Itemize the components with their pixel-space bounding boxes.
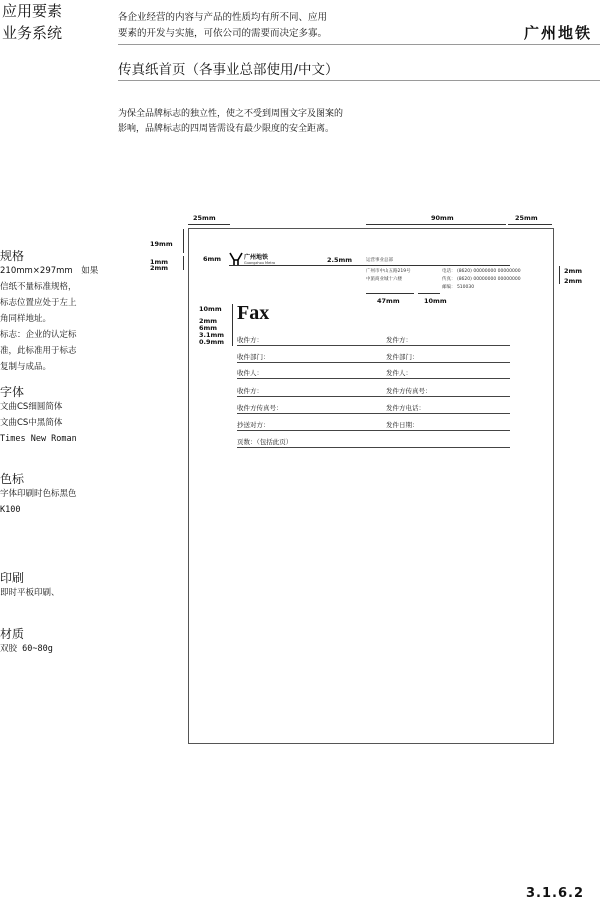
dim-line bbox=[188, 224, 230, 225]
fax-field-rule bbox=[237, 345, 510, 346]
fax-tel-label: 电话： bbox=[442, 269, 456, 274]
spec-print-heading: 印刷 bbox=[0, 571, 25, 585]
fax-title: Fax bbox=[237, 302, 270, 324]
spec-line: 文曲CS细圆简体 bbox=[0, 402, 63, 412]
fax-field-left: 收件部门： bbox=[237, 353, 270, 361]
fax-field-right: 发件人： bbox=[386, 369, 412, 377]
dim-line bbox=[183, 256, 184, 270]
spec-line: 复制与成品。 bbox=[0, 362, 52, 372]
spec-line: K100 bbox=[0, 505, 21, 515]
title-rule bbox=[118, 80, 600, 81]
fax-field-left: 收件方传真号： bbox=[237, 404, 283, 412]
header-rule bbox=[118, 44, 600, 45]
spec-line: 准，此标准用于标志 bbox=[0, 346, 77, 356]
spec-line: 信纸不量标准规格， bbox=[0, 282, 77, 292]
dim-label: 10mm bbox=[199, 305, 222, 313]
spec-line: 文曲CS中黑简体 bbox=[0, 418, 63, 428]
intro-line-2: 要素的开发与实施，可依公司的需要而决定多寡。 bbox=[118, 28, 328, 39]
fax-pages-field: 页数：（包括此页） bbox=[237, 438, 293, 446]
fax-dept: 运营事业总部 bbox=[366, 258, 393, 263]
dim-label: 10mm bbox=[424, 297, 447, 305]
fax-tel bbox=[442, 268, 521, 275]
fax-field-rule bbox=[237, 447, 510, 448]
brand-logo-text: 广州地铁 bbox=[524, 24, 593, 42]
spec-print-body bbox=[0, 585, 60, 601]
fax-fax-label: 传真： bbox=[442, 277, 456, 282]
spec-line: 字体印刷时色标黑色 bbox=[0, 489, 77, 499]
page-number: 3.1.6.2 bbox=[526, 886, 584, 901]
fax-field-rule bbox=[237, 362, 510, 363]
metro-logo-icon bbox=[229, 251, 243, 265]
dim-label: 2mm bbox=[564, 267, 583, 275]
spec-line: 标志：企业的认定标 bbox=[0, 330, 77, 340]
dim-label: 19mm bbox=[150, 240, 173, 248]
fax-fax bbox=[442, 276, 521, 283]
dim-label: 2.5mm bbox=[327, 256, 353, 264]
dim-label: 25mm bbox=[193, 214, 216, 222]
dim-label: 1mm bbox=[150, 258, 169, 266]
dim-line bbox=[366, 224, 506, 225]
dim-label: 0.9mm bbox=[199, 338, 225, 346]
spec-line: 即时平板印刷、 bbox=[0, 588, 60, 598]
fax-field-rule bbox=[237, 396, 510, 397]
fax-field-left: 收件方： bbox=[237, 387, 263, 395]
fax-field-rule bbox=[237, 413, 510, 414]
fax-field-right: 发件方： bbox=[386, 336, 412, 344]
page-title: 传真纸首页（各事业总部使用/中文） bbox=[118, 62, 339, 78]
dim-label: 3.1mm bbox=[199, 331, 225, 339]
dim-line bbox=[559, 266, 560, 284]
dim-line bbox=[183, 229, 184, 253]
fax-field-right: 发件日期： bbox=[386, 421, 419, 429]
dim-line bbox=[508, 224, 552, 225]
description-line-1: 为保全品牌标志的独立性，使之不受到周围文字及图案的 bbox=[118, 109, 344, 119]
fax-field-right: 发件方传真号： bbox=[386, 387, 432, 395]
dim-line bbox=[366, 293, 414, 294]
dim-label: 2mm bbox=[150, 264, 169, 272]
intro-line-1: 各企业经营的内容与产品的性质均有所不同、应用 bbox=[118, 12, 328, 23]
dim-label: 47mm bbox=[377, 297, 400, 305]
dim-label: 2mm bbox=[564, 277, 583, 285]
fax-field-rule bbox=[237, 430, 510, 431]
fax-field-left: 收件方： bbox=[237, 336, 263, 344]
spec-font-body bbox=[0, 399, 77, 447]
spec-color-heading: 色标 bbox=[0, 472, 25, 486]
spec-color-body bbox=[0, 486, 77, 518]
section-subtitle: 业务系统 bbox=[2, 24, 63, 42]
spec-line: 角同样地址。 bbox=[0, 314, 52, 324]
spec-line: Times New Roman bbox=[0, 434, 77, 444]
spec-material-body bbox=[0, 641, 53, 657]
dim-label: 25mm bbox=[515, 214, 538, 222]
fax-tel-value: (8620) 00000000 00000000 bbox=[456, 269, 521, 274]
dim-label: 6mm bbox=[203, 255, 222, 263]
dim-line bbox=[232, 304, 233, 346]
dim-label: 2mm bbox=[199, 317, 218, 325]
fax-logo-text: 广州地铁 bbox=[244, 254, 269, 261]
dim-line bbox=[418, 293, 440, 294]
section-title: 应用要素 bbox=[2, 2, 63, 20]
spec-size-heading: 规格 bbox=[0, 249, 25, 263]
spec-line: 标志位置应处于左上 bbox=[0, 298, 77, 308]
fax-address-line-2: 中旅商业城十六楼 bbox=[366, 277, 402, 282]
fax-post bbox=[442, 284, 474, 291]
spec-material-heading: 材质 bbox=[0, 627, 25, 641]
description-line-2: 影响，品牌标志的四周皆需设有最少限度的安全距离。 bbox=[118, 124, 335, 134]
fax-address-line-1: 广州市中山五路219号 bbox=[366, 269, 411, 274]
fax-logo-subtext: Guangzhou Metro bbox=[244, 261, 276, 265]
fax-fax-value: (8620) 00000000 00000000 bbox=[456, 277, 521, 282]
dim-label: 6mm bbox=[199, 324, 218, 332]
fax-field-right: 发件方电话： bbox=[386, 404, 425, 412]
spec-line: 双胶 60~80g bbox=[0, 644, 53, 654]
fax-field-left: 抄送对方： bbox=[237, 421, 270, 429]
fax-post-label: 邮编： bbox=[442, 285, 456, 290]
spec-font-heading: 字体 bbox=[0, 385, 25, 399]
fax-field-right: 发件部门： bbox=[386, 353, 419, 361]
spec-size-body bbox=[0, 263, 110, 375]
dim-label: 90mm bbox=[431, 214, 454, 222]
fax-header-rule bbox=[229, 265, 510, 266]
spec-line: 210mm×297mm 如果 bbox=[0, 266, 99, 276]
fax-post-value: 510030 bbox=[456, 285, 475, 290]
fax-field-rule bbox=[237, 378, 510, 379]
fax-field-left: 收件人： bbox=[237, 369, 263, 377]
